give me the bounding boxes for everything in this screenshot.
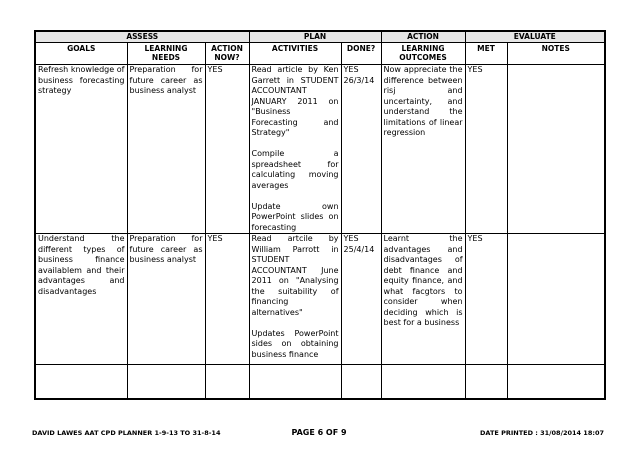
met-cell: YES	[465, 65, 507, 234]
footer-planner-title: DAVID LAWES AAT CPD PLANNER 1-9-13 TO 31-8-14	[32, 429, 221, 437]
group-assess: ASSESS	[35, 31, 249, 43]
learning-needs-cell: Preparation for future career as business analyst	[127, 234, 205, 365]
col-learning-outcomes: LEARNING OUTCOMES	[381, 43, 465, 65]
footer-page-number: PAGE 6 OF 9	[291, 428, 347, 437]
activities-cell	[249, 234, 341, 365]
col-notes: NOTES	[507, 43, 605, 65]
notes-cell	[507, 234, 605, 365]
done-cell: YES 25/4/14	[341, 234, 381, 365]
col-goals: GOALS	[35, 43, 127, 65]
done-cell: YES 26/3/14	[341, 65, 381, 234]
learning-outcomes-cell: Learnt the advantages and disadvantages of debt finance and equity finance, and what facgtors to consider when deciding which is best for a business	[381, 234, 465, 365]
group-plan: PLAN	[249, 31, 381, 43]
footer-date-printed: DATE PRINTED : 31/08/2014 18:07	[480, 429, 604, 437]
activity-item: Update own PowerPoint slides on forecasting	[251, 201, 339, 232]
activity-item: Read article by Ken Garrett in STUDENT ACCOUNTANT JANUARY 2011 on "Business Forecasting and Strategy"	[251, 65, 339, 137]
goal-cell: Understand the different types of business finance availablem and their advantages and disadvantages	[35, 234, 127, 365]
group-evaluate: EVALUATE	[465, 31, 605, 43]
header-group-row	[35, 31, 605, 43]
table-row	[35, 234, 605, 365]
col-met: MET	[465, 43, 507, 65]
empty-row	[35, 365, 605, 400]
activities-cell	[249, 65, 341, 234]
col-learning-needs: LEARNING NEEDS	[127, 43, 205, 65]
column-header-row	[35, 43, 605, 65]
learning-needs-cell: Preparation for future career as business analyst	[127, 65, 205, 234]
activity-item: Updates PowerPoint sides on obtaining business finance	[251, 328, 339, 359]
action-now-cell: YES	[205, 65, 249, 234]
activity-item: Compile a spreadsheet for calculating moving averages	[251, 149, 339, 190]
col-done: DONE?	[341, 43, 381, 65]
col-action-now: ACTION NOW?	[205, 43, 249, 65]
cpd-planner-table	[34, 30, 606, 400]
group-action: ACTION	[381, 31, 465, 43]
col-activities: ACTIVITIES	[249, 43, 341, 65]
notes-cell	[507, 65, 605, 234]
met-cell: YES	[465, 234, 507, 365]
table-row	[35, 65, 605, 234]
goal-cell: Refresh knowledge of business forecasting strategy	[35, 65, 127, 234]
activity-item: Read artcile by William Parrott in STUDENT ACCOUNTANT June 2011 on "Analysing the suitability of financing alternatives"	[251, 234, 339, 317]
action-now-cell: YES	[205, 234, 249, 365]
learning-outcomes-cell: Now appreciate the difference between risj and uncertainty, and understand the limitations of linear regression	[381, 65, 465, 234]
